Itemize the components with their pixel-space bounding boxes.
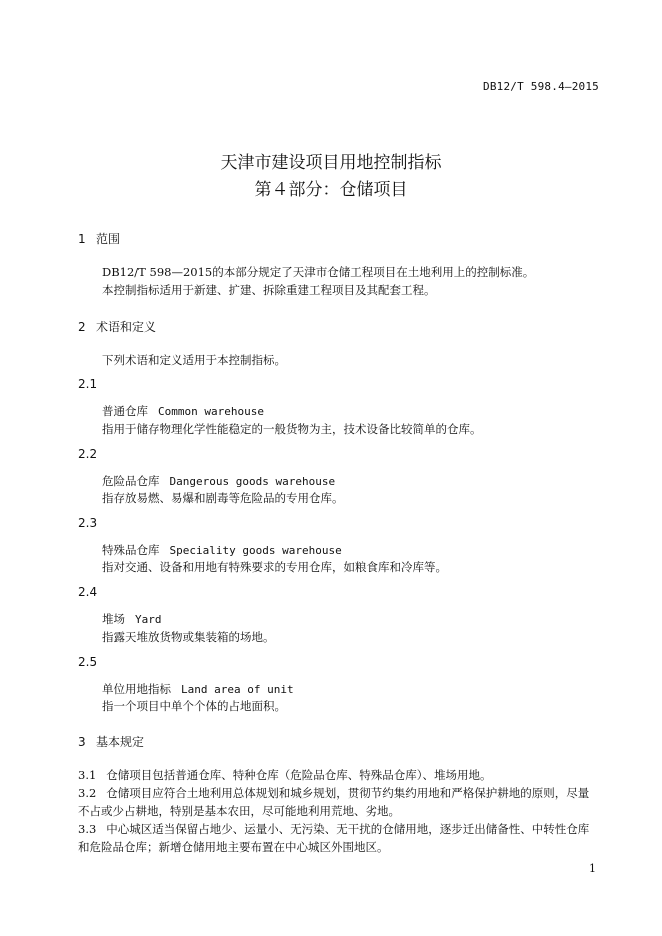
section-1-paragraph-2: 本控制指标适用于新建、扩建、拆除重建工程项目及其配套工程。 bbox=[102, 283, 436, 297]
term-chinese: 特殊品仓库 bbox=[102, 543, 160, 557]
clause-3-3 bbox=[78, 820, 600, 856]
clause-number: 3.3 bbox=[78, 822, 97, 836]
term-number: 2.4 bbox=[78, 585, 98, 599]
term-heading bbox=[102, 542, 342, 558]
section-1-paragraph-1: DB12/T 598—2015的本部分规定了天津市仓储工程项目在土地利用上的控制标准。 bbox=[102, 265, 535, 279]
section-number: 3 bbox=[78, 735, 86, 749]
clause-3-2 bbox=[78, 784, 600, 820]
term-number: 2.3 bbox=[78, 516, 98, 530]
section-2-heading bbox=[78, 318, 156, 335]
term-definition: 指露天堆放货物或集装箱的场地。 bbox=[102, 630, 275, 644]
term-definition: 指用于储存物理化学性能稳定的一般货物为主，技术设备比较简单的仓库。 bbox=[102, 422, 482, 436]
term-number: 2.5 bbox=[78, 655, 98, 669]
term-heading bbox=[102, 473, 335, 489]
term-chinese: 单位用地指标 bbox=[102, 682, 171, 696]
section-number: 2 bbox=[78, 320, 86, 334]
term-chinese: 危险品仓库 bbox=[102, 474, 160, 488]
clause-number: 3.2 bbox=[78, 786, 97, 800]
clause-3-1 bbox=[78, 766, 600, 784]
term-heading bbox=[102, 681, 294, 697]
term-english: Speciality goods warehouse bbox=[169, 544, 342, 557]
clause-text: 仓储项目应符合土地利用总体规划和城乡规划，贯彻节约集约用地和严格保护耕地的原则，尽量不占或少占耕地，特别是基本农田，尽可能地利用荒地、劣地。 bbox=[78, 786, 590, 818]
term-definition: 指一个项目中单个个体的占地面积。 bbox=[102, 699, 286, 713]
term-heading bbox=[102, 611, 162, 627]
term-number: 2.1 bbox=[78, 377, 98, 391]
term-chinese: 普通仓库 bbox=[102, 404, 148, 418]
clause-text: 中心城区适当保留占地少、运量小、无污染、无干扰的仓储用地，逐步迁出储备性、中转性仓库和危险品仓库；新增仓储用地主要布置在中心城区外围地区。 bbox=[78, 822, 590, 854]
document-subtitle: 第４部分：仓储项目 bbox=[254, 180, 408, 200]
section-title: 范围 bbox=[96, 232, 121, 246]
term-english: Common warehouse bbox=[158, 405, 264, 418]
page-number: 1 bbox=[589, 862, 596, 875]
term-english: Yard bbox=[135, 613, 162, 626]
section-number: 1 bbox=[78, 232, 86, 246]
term-chinese: 堆场 bbox=[102, 612, 125, 626]
clause-text: 仓储项目包括普通仓库、特种仓库（危险品仓库、特殊品仓库）、堆场用地。 bbox=[106, 768, 492, 782]
section-2-intro: 下列术语和定义适用于本控制指标。 bbox=[102, 353, 286, 367]
section-title: 术语和定义 bbox=[96, 320, 157, 334]
section-1-heading bbox=[78, 230, 120, 247]
term-english: Dangerous goods warehouse bbox=[169, 475, 336, 488]
section-title: 基本规定 bbox=[96, 735, 145, 749]
term-english: Land area of unit bbox=[181, 683, 294, 696]
document-code: DB12/T 598.4—2015 bbox=[483, 80, 599, 93]
section-3-heading bbox=[78, 733, 144, 750]
term-number: 2.2 bbox=[78, 447, 98, 461]
clause-number: 3.1 bbox=[78, 768, 97, 782]
term-heading bbox=[102, 403, 264, 419]
document-title: 天津市建设项目用地控制指标 bbox=[220, 153, 442, 173]
term-definition: 指对交通、设备和用地有特殊要求的专用仓库，如粮食库和冷库等。 bbox=[102, 560, 447, 574]
term-definition: 指存放易燃、易爆和剧毒等危险品的专用仓库。 bbox=[102, 491, 344, 505]
